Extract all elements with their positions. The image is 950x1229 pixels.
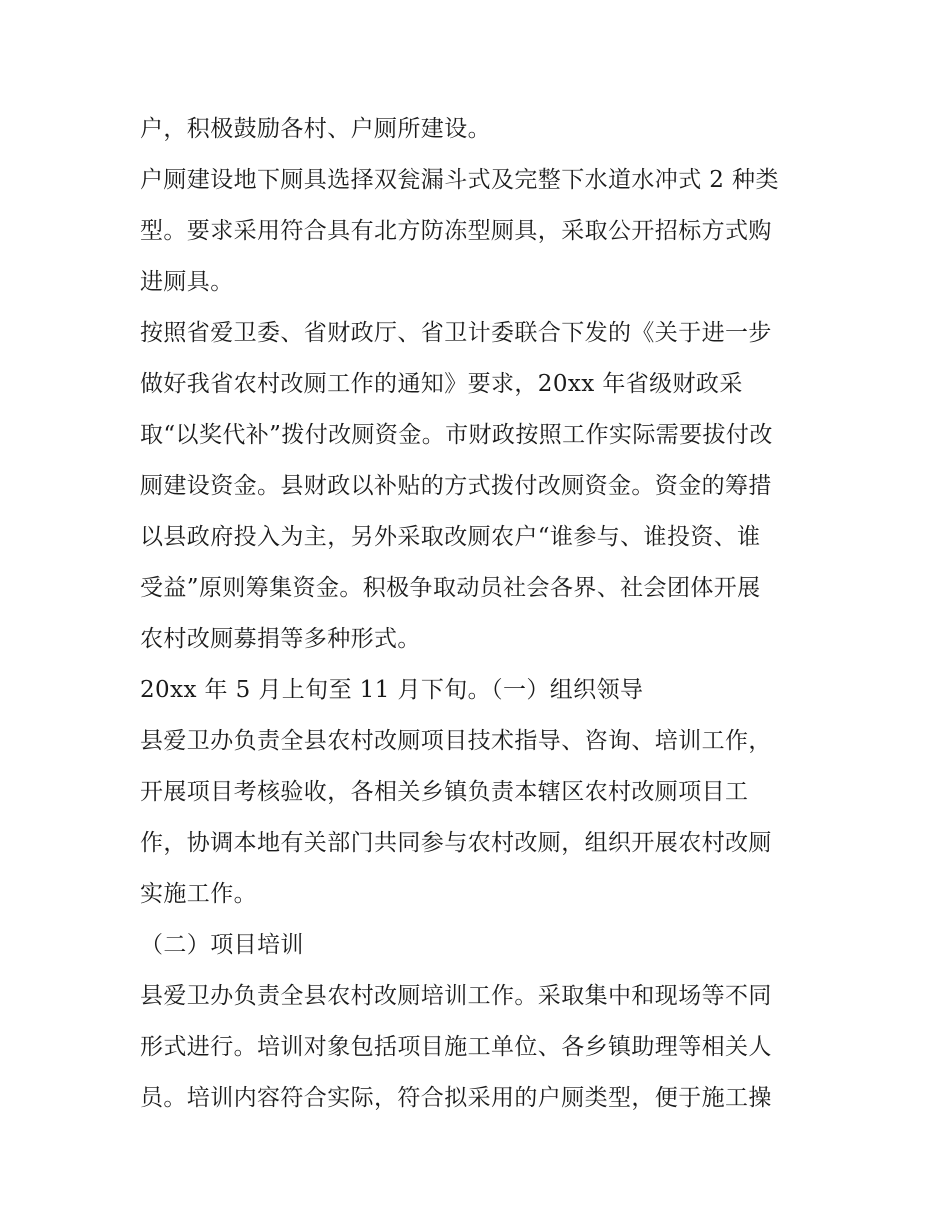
text-line: 取“以奖代补”拨付改厕资金。市财政按照工作实际需要拔付改 [140,422,773,448]
text-line: 形式进行。培训对象包括项目施工单位、各乡镇助理等相关人 [140,1034,772,1060]
text-line: 开展项目考核验收，各相关乡镇负责本辖区农村改厕项目工 [140,779,749,805]
text-line: 户，积极鼓励各村、户厕所建设。 [140,116,491,142]
text-line: 以县政府投入为主，另外采取改厕农户“谁参与、谁投资、谁 [140,524,761,550]
text-line: 实施工作。 [140,881,257,907]
document-body [140,104,820,1124]
text-line: 型。要求采用符合具有北方防冻型厕具，采取公开招标方式购 [140,218,772,244]
text-line: 进厕具。 [140,269,234,295]
text-line: 受益”原则筹集资金。积极争取动员社会各界、社会团体开展 [140,575,761,601]
text-line: 农村改厕募捐等多种形式。 [140,626,421,652]
text-line: 厕建设资金。县财政以补贴的方式拨付改厕资金。资金的筹措 [140,473,772,499]
section-heading-line: 20xx 年 5 月上旬至 11 月下旬。（一）组织领导 [140,677,644,703]
text-line: 做好我省农村改厕工作的通知》要求，20xx 年省级财政采 [140,371,743,397]
text-line: 按照省爱卫委、省财政厅、省卫计委联合下发的《关于进一步 [140,320,772,346]
text-line: 县爱卫办负责全县农村改厕项目技术指导、咨询、培训工作， [140,728,772,754]
text-line: 县爱卫办负责全县农村改厕培训工作。采取集中和现场等不同 [140,983,772,1009]
text-line: 户厕建设地下厕具选择双瓮漏斗式及完整下水道水冲式 2 种类 [140,167,779,193]
section-heading: （二）项目培训 [140,932,304,958]
text-line: 作，协调本地有关部门共同参与农村改厕，组织开展农村改厕 [140,830,772,856]
text-line: 员。培训内容符合实际，符合拟采用的户厕类型，便于施工操 [140,1085,772,1111]
